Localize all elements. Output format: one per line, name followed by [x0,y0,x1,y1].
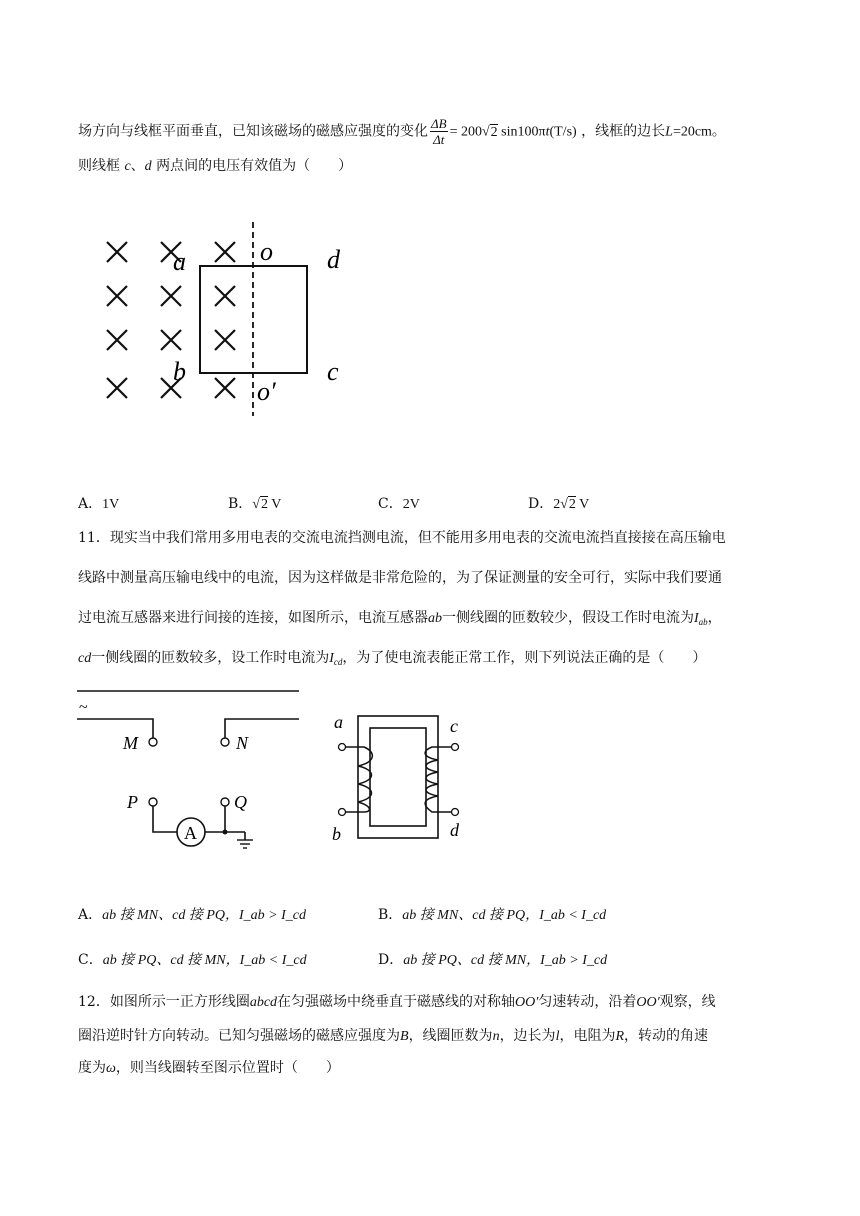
var-l: l [555,1029,560,1044]
q10-option-c[interactable] [378,494,420,515]
q11-circuit-figure [75,680,305,860]
label-b: b [173,357,186,386]
q11-line-3 [78,608,722,632]
q10-text: 两点间的电压有效值为（ ） [156,158,353,174]
option-key: D． [528,496,554,512]
var-I: I [694,611,699,626]
var-n: n [492,1029,500,1044]
label-o: o [260,237,273,266]
var-ab: ab [428,611,442,626]
q12-line-3 [78,1058,340,1079]
var-abcd: abcd [249,995,278,1010]
label-a: a [334,712,343,732]
q11-text: ，为了使电流表能正常工作，则下列说法正确的是（ ） [342,650,707,666]
q10-text: =20cm。 [672,124,726,140]
option-text: ab 接 PQ、cd 接 MN， [403,953,541,968]
subscript-cd: cd [333,657,343,667]
option-value: 2V [402,497,420,512]
label-a: a [173,247,186,276]
q12-text: ，则当线圈转至图示位置时（ ） [115,1060,340,1076]
label-c: c [327,357,339,386]
primary-coil [346,747,372,812]
q12-text: ，转动的角速 [624,1028,709,1044]
q11-line-2 [78,568,722,588]
option-coefficient: 2 [553,497,561,512]
q12-text: 匀速转动，沿着 [538,994,637,1010]
var-axis: OO′ [636,995,660,1010]
q10-text: 场方向与线框平面垂直，已知该磁场的磁感应强度的变化 [78,123,428,140]
q11-text: 11．现实当中我们常用多用电表的交流电流挡测电流，但不能用多用电表的交流电流挡直接接在高压输电 [78,530,726,546]
subscript-ab: ab [698,617,708,627]
option-unit: V [575,497,590,512]
var-axis: OO′ [515,995,539,1010]
q11-text: ， [707,610,722,626]
var-omega: ω [106,1061,116,1076]
sqrt-symbol: √ [481,124,490,140]
transformer-core-inner [370,728,426,826]
label-Q: Q [234,792,247,812]
q10-option-d[interactable] [528,494,589,515]
sqrt-symbol: √ [560,497,568,512]
label-c: c [450,716,458,736]
var-L: L [665,124,673,140]
q11-option-b[interactable] [378,905,606,926]
label-N: N [236,733,249,753]
terminal-d [452,809,459,816]
option-key: A． [78,907,103,923]
var-cd: cd [78,651,92,666]
q11-option-a[interactable] [78,905,306,926]
option-key: D． [378,952,404,968]
q10-magnetic-field-figure [95,220,360,420]
label-d: d [327,245,340,274]
expr-part: = 200 [449,124,482,140]
q12-text: 圈沿逆时针方向转动。已知匀强磁场的磁感应强度为 [78,1028,400,1044]
label-b: b [332,824,341,844]
q10-line-1 [78,116,726,147]
q11-option-d[interactable] [378,950,607,971]
terminal-b [339,809,346,816]
q12-text: 12．如图所示一正方形线圈 [78,994,250,1010]
q12-text: 度为 [78,1060,106,1076]
sqrt-radicand: 2 [260,497,268,512]
q12-line-1 [78,992,716,1013]
option-text: ab 接 MN、cd 接 PQ， [102,908,240,923]
q12-text: ，线圈匝数为 [408,1028,493,1044]
terminal-N [221,738,229,746]
label-d: d [450,820,459,840]
dB-dt-fraction [430,116,448,147]
q12-text: ，边长为 [499,1028,556,1044]
option-key: B． [378,907,403,923]
label-M: M [123,733,138,753]
option-relation: I_ab > I_cd [239,908,307,923]
option-key: B． [228,496,253,512]
sqrt-symbol: √ [252,497,260,512]
terminal-c [452,744,459,751]
var-c: c [124,159,131,174]
q11-transformer-figure [328,708,478,848]
q10-option-b[interactable] [228,494,281,515]
line-to-M [77,719,153,738]
option-text: ab 接 PQ、cd 接 MN， [102,953,240,968]
var-R: R [615,1029,625,1044]
q10-line-2 [78,156,352,177]
expr-part: sin100π [497,124,546,140]
ammeter-label: A [184,823,197,843]
q12-text: ，电阻为 [559,1028,616,1044]
q11-line-4 [78,648,706,672]
option-relation: I_ab < I_cd [539,908,607,923]
q11-text: 一侧线圈的匝数较少，假设工作时电流为 [442,610,694,626]
var-t: t [545,124,550,140]
option-value: 1V [102,497,120,512]
wire-P-ammeter [153,806,177,832]
q12-text: 在匀强磁场中绕垂直于磁感线的对称轴 [277,994,516,1010]
fraction-denominator: Δt [433,132,445,147]
expr-unit: (T/s) [549,124,577,140]
terminal-P [149,798,157,806]
fraction-numerator: ΔB [431,116,447,131]
terminal-M [149,738,157,746]
q10-text: 、 [130,158,145,174]
q12-line-2 [78,1026,708,1047]
option-relation: I_ab < I_cd [239,953,307,968]
terminal-a [339,744,346,751]
option-text: ab 接 MN、cd 接 PQ， [402,908,540,923]
q10-option-a[interactable] [78,494,119,515]
var-d: d [144,159,152,174]
label-P: P [127,792,138,812]
wire-ammeter-Q [205,806,225,832]
q11-text: 一侧线圈的匝数较多，设工作时电流为 [91,650,330,666]
q11-option-c[interactable] [78,950,307,971]
option-key: C． [78,952,103,968]
q12-text: 观察，线 [659,994,716,1010]
q10-text: 则线框 [78,158,120,174]
option-key: C． [378,496,403,512]
q11-line-1 [78,528,726,548]
q10-text: ，线框的边长 [581,123,666,140]
var-B: B [400,1029,409,1044]
ac-symbol: ~ [79,699,88,716]
sqrt-radicand: 2 [568,497,576,512]
option-key: A． [78,496,103,512]
option-relation: I_ab > I_cd [540,953,608,968]
option-unit: V [267,497,282,512]
var-I: I [329,651,334,666]
q11-text: 过电流互感器来进行间接的连接，如图所示，电流互感器 [78,610,428,626]
ground-icon [237,840,253,848]
sqrt-radicand: 2 [490,124,498,140]
q11-text: 线路中测量高压输电线中的电流，因为这样做是非常危险的，为了保证测量的安全可行，实际中我们要通 [78,570,722,586]
label-o-prime: o′ [257,377,276,406]
terminal-Q [221,798,229,806]
